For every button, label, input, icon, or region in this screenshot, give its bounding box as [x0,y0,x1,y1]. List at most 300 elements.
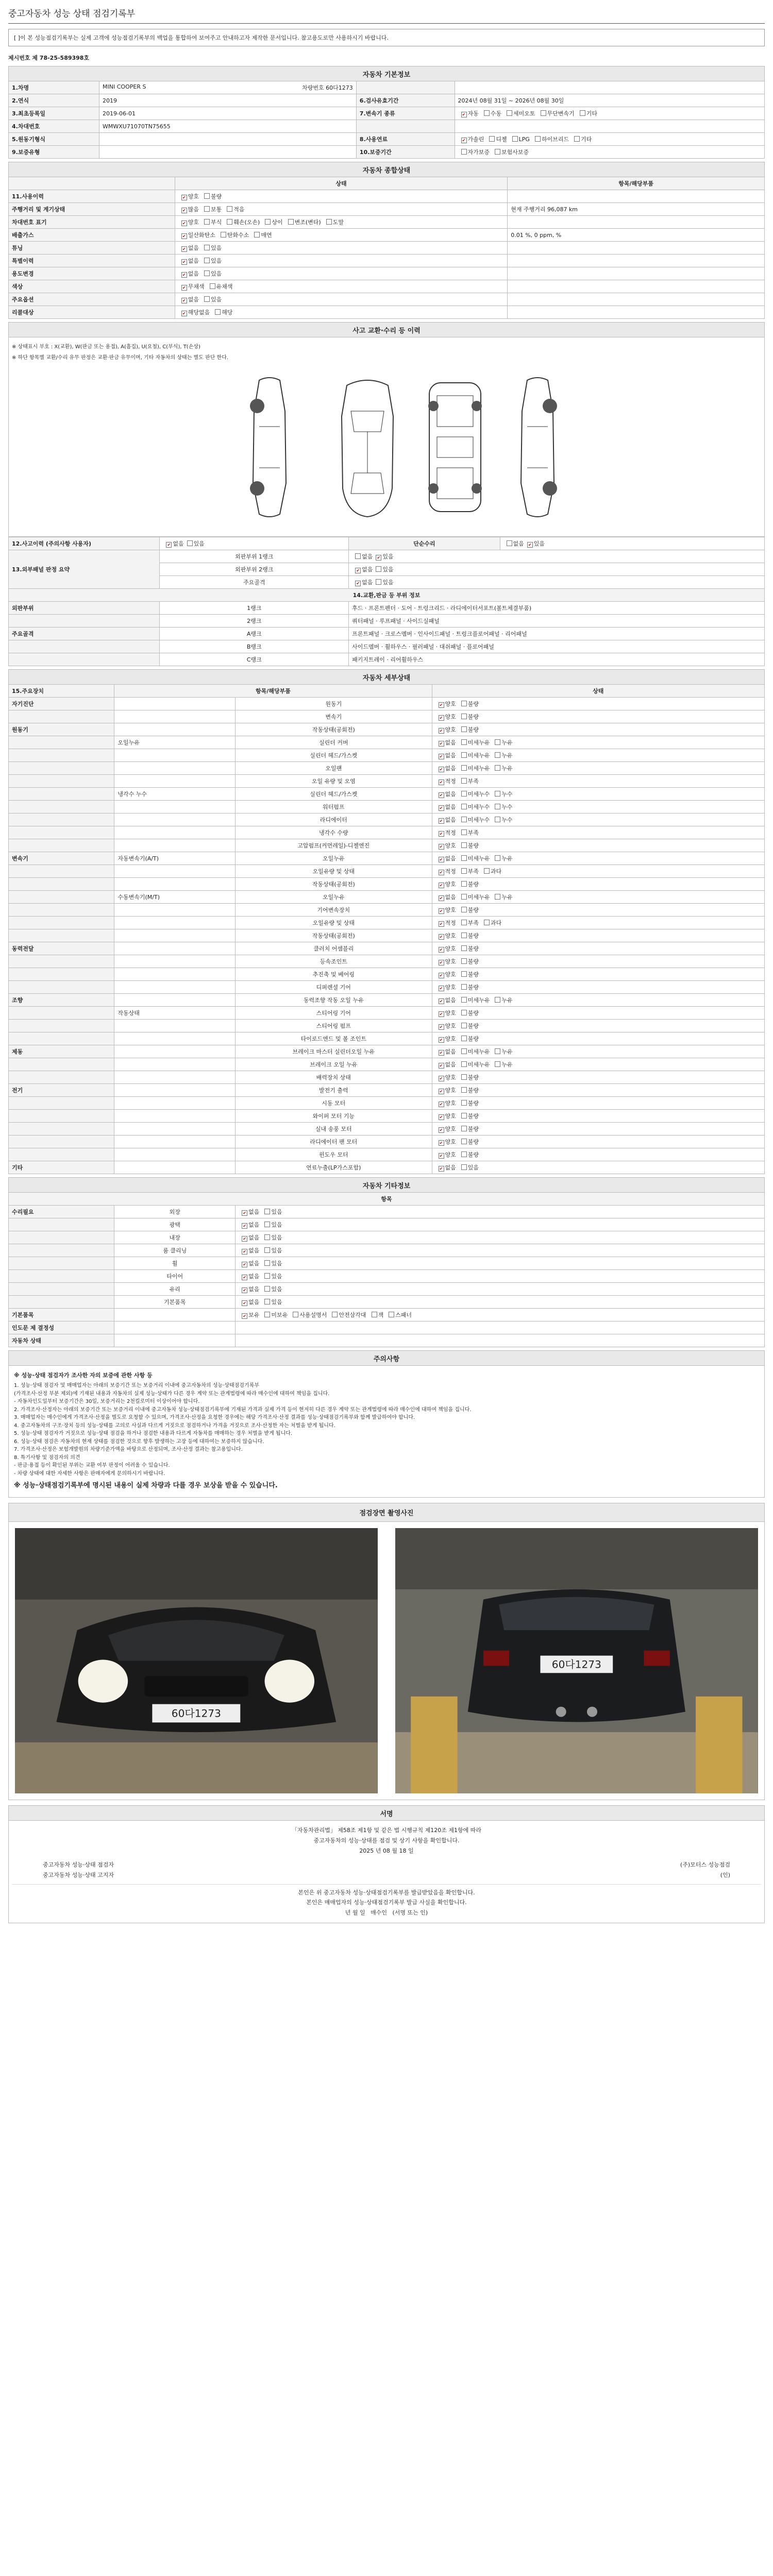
detail-option-label: 양호 [445,1100,456,1107]
transmission-checkbox[interactable] [541,110,546,116]
plate-label: 차량번호 60다1273 [302,84,353,91]
detail-option-label: 누유 [501,765,513,772]
overall-label: 용도변경 [9,267,175,280]
detail-option-label: 미세누유 [467,1061,490,1068]
overall-option-label: 도말 [332,219,344,226]
notice-line: (가격조사·산정 부분 제외)에 기재된 내용과 자동차의 실제 성능·상태가 다른 경우 계약 또는 관계법령에 따라 매수인에 대하여 책임을 집니다. [14,1391,330,1397]
detail-checkbox[interactable] [439,960,444,965]
detail-checkbox[interactable] [461,971,467,977]
detail-checkbox[interactable] [461,1113,467,1118]
panel-row [9,602,765,615]
detail-checkbox[interactable] [461,881,467,887]
detail-checkbox[interactable] [439,895,444,901]
accident-none-checkbox[interactable] [166,542,172,548]
extra-item: 룸 클리닝 [114,1244,236,1257]
detail-checkbox[interactable] [439,754,444,759]
detail-option-label: 불량 [467,701,479,707]
frame-yes-checkbox[interactable] [376,579,381,585]
detail-group [9,904,114,917]
detail-checkbox[interactable] [461,1036,467,1041]
detail-subgroup [114,1136,236,1148]
fuel-checkbox[interactable] [512,136,518,142]
detail-checkbox[interactable] [461,804,467,809]
overall-option-label: 있음 [210,245,222,251]
front-plate-text: 60다1273 [171,1707,221,1720]
extra-col: 항목 [9,1193,765,1206]
detail-checkbox[interactable] [439,1037,444,1043]
detail-option-label: 양호 [445,1010,456,1016]
detail-checkbox[interactable] [439,805,444,811]
detail-subgroup [114,981,236,994]
detail-checkbox[interactable] [439,715,444,721]
panel-category [9,653,160,666]
overall-option-label: 양호 [188,193,199,200]
detail-checkbox[interactable] [439,779,444,785]
transmission-checkbox[interactable] [484,110,490,116]
extra-state [236,1334,765,1347]
detail-checkbox[interactable] [495,894,500,900]
detail-checkbox[interactable] [461,1151,467,1157]
signature-date: 2025 년 08 월 18 일 [359,1847,414,1854]
detail-checkbox[interactable] [495,804,500,809]
extra-checkbox[interactable] [242,1249,247,1255]
detail-option-label: 부족 [467,920,479,926]
fuel-checkbox[interactable] [574,136,580,142]
detail-checkbox[interactable] [461,933,467,938]
detail-checkbox[interactable] [484,868,490,874]
extra-checkbox[interactable] [264,1312,270,1317]
extra-checkbox[interactable] [242,1275,247,1280]
detail-option-label: 불량 [467,1113,479,1120]
overall-checkbox[interactable] [181,259,187,265]
detail-row [9,994,765,1007]
detail-checkbox[interactable] [461,791,467,796]
detail-item: 와이퍼 모터 기능 [236,1110,432,1123]
overall-checkbox[interactable] [215,309,221,315]
overall-checkbox[interactable] [204,245,210,250]
detail-checkbox[interactable] [439,1063,444,1069]
detail-checkbox[interactable] [461,752,467,758]
extra-checkbox[interactable] [293,1312,298,1317]
overall-checkbox[interactable] [288,219,294,225]
detail-checkbox[interactable] [461,739,467,745]
detail-checkbox[interactable] [439,947,444,953]
detail-checkbox[interactable] [461,817,467,822]
detail-checkbox[interactable] [484,920,490,925]
extra-checkbox[interactable] [242,1223,247,1229]
overall-option-label: 매연 [261,232,272,239]
front-photo [15,1528,378,1793]
basic-label [356,81,455,94]
overall-checkbox[interactable] [181,208,187,213]
extra-checkbox[interactable] [242,1262,247,1267]
detail-subgroup [114,1020,236,1032]
detail-checkbox[interactable] [439,1050,444,1056]
detail-group [9,1007,114,1020]
notice-line: 1. 성능·상태 점검자 및 매매업자는 아래의 보증기간 또는 보증거리 이내에 중고자동차의 성능·상태점검기록부 [14,1383,259,1389]
detail-state [432,1007,765,1020]
detail-checkbox[interactable] [439,1166,444,1172]
detail-checkbox[interactable] [439,1024,444,1030]
detail-subgroup [114,917,236,929]
detail-checkbox[interactable] [461,842,467,848]
overall-checkbox[interactable] [254,232,260,238]
detail-item: 작동상태(공회전) [236,929,432,942]
detail-option-label: 양호 [445,1036,456,1042]
detail-checkbox[interactable] [461,701,467,706]
detail-checkbox[interactable] [461,907,467,912]
overall-option-label: 없음 [188,245,199,251]
detail-checkbox[interactable] [495,739,500,745]
overall-checkbox[interactable] [204,258,210,263]
overall-option-label: 훼손(오손) [233,219,260,226]
overall-checkbox[interactable] [204,206,210,212]
detail-item: 원동기 [236,698,432,710]
detail-item: 배력장치 상태 [236,1071,432,1084]
detail-checkbox[interactable] [461,714,467,719]
extra-state [236,1257,765,1270]
detail-checkbox[interactable] [439,857,444,862]
extra-row [9,1231,765,1244]
detail-checkbox[interactable] [439,767,444,772]
detail-checkbox[interactable] [439,870,444,875]
overall-checkbox[interactable] [326,219,332,225]
detail-item: 실린더 커버 [236,736,432,749]
detail-subgroup [114,1110,236,1123]
overall-option-label: 있음 [210,258,222,264]
detail-item: 발전기 출력 [236,1084,432,1097]
detail-checkbox[interactable] [461,945,467,951]
detail-row [9,801,765,814]
detail-row [9,826,765,839]
extra-checkbox[interactable] [242,1313,247,1319]
detail-checkbox[interactable] [495,765,500,771]
overall-option-label: 변조(변타) [294,219,321,226]
fuel-option-label: 디젤 [496,136,507,143]
basic-value [455,120,765,133]
transmission-option-label: 자동 [467,110,479,117]
transmission-checkbox[interactable] [461,112,467,117]
detail-state [432,775,765,788]
extra-option-label: 있음 [271,1273,282,1280]
section-basic-header: 자동차 기본정보 [9,66,765,81]
detail-checkbox[interactable] [461,778,467,784]
detail-checkbox[interactable] [439,883,444,888]
overall-note [508,216,765,229]
detail-checkbox[interactable] [461,1061,467,1067]
detail-checkbox[interactable] [461,920,467,925]
rank2-none-checkbox[interactable] [355,568,361,573]
extra-checkbox[interactable] [264,1273,270,1279]
detail-checkbox[interactable] [461,1048,467,1054]
detail-checkbox[interactable] [461,1100,467,1106]
detail-subgroup [114,865,236,878]
detail-option-label: 미세누유 [467,997,490,1004]
overall-label: 주요옵션 [9,293,175,306]
detail-option-label: 양호 [445,1023,456,1029]
detail-checkbox[interactable] [439,986,444,991]
overall-checkbox[interactable] [181,246,187,252]
overall-checkbox[interactable] [181,272,187,278]
receive-line-1: 본인은 위 중고자동차 성능·상태점검기록부를 발급받았음을 확인합니다. [298,1889,475,1896]
detail-option-label: 누유 [501,894,513,901]
overall-checkbox[interactable] [181,311,187,316]
rank2-label: 외판부위 2랭크 [160,563,349,576]
detail-state [432,1136,765,1148]
detail-checkbox[interactable] [439,831,444,837]
rank1-none-checkbox[interactable] [355,553,361,559]
detail-table [8,669,765,1174]
overall-checkbox[interactable] [221,232,226,238]
overall-note: 0.01 %, 0 ppm, % [508,229,765,242]
overall-checkbox[interactable] [204,270,210,276]
detail-checkbox[interactable] [461,984,467,990]
overall-checkbox[interactable] [181,298,187,303]
detail-checkbox[interactable] [439,1011,444,1017]
extra-checkbox[interactable] [264,1299,270,1304]
overall-checkbox[interactable] [227,206,232,212]
detail-checkbox[interactable] [495,817,500,822]
detail-option-label: 양호 [445,1087,456,1094]
detail-subgroup [114,698,236,710]
detail-option-label: 부족 [467,868,479,875]
simple-none-checkbox[interactable] [507,540,512,546]
fuel-option-label: LPG [518,136,530,143]
detail-checkbox[interactable] [439,1114,444,1120]
extra-option-label: 보유 [248,1312,260,1318]
extra-checkbox[interactable] [264,1209,270,1214]
overall-state [175,229,507,242]
detail-subgroup [114,1071,236,1084]
overall-checkbox[interactable] [204,219,210,225]
detail-state [432,917,765,929]
detail-subgroup [114,942,236,955]
detail-row [9,762,765,775]
detail-checkbox[interactable] [461,1164,467,1170]
detail-subgroup [114,994,236,1007]
transmission-checkbox[interactable] [507,110,512,116]
transmission-option-label: 기타 [586,110,597,117]
detail-row [9,710,765,723]
detail-checkbox[interactable] [461,868,467,874]
extra-checkbox[interactable] [242,1300,247,1306]
extra-checkbox[interactable] [332,1312,338,1317]
detail-checkbox[interactable] [461,1023,467,1028]
detail-checkbox[interactable] [439,741,444,747]
detail-option-label: 불량 [467,945,479,952]
detail-checkbox[interactable] [439,792,444,798]
detail-group [9,865,114,878]
fuel-checkbox[interactable] [461,138,467,143]
notice-line: - 판금·용접 등이 확인된 부위는 교환 여부 판정이 어려울 수 있습니다. [14,1463,170,1469]
detail-subgroup [114,1058,236,1071]
detail-checkbox[interactable] [439,818,444,824]
detail-checkbox[interactable] [461,1139,467,1144]
overall-label: 11.사용이력 [9,190,175,203]
detail-checkbox[interactable] [439,998,444,1004]
detail-option-label: 양호 [445,984,456,991]
detail-option-label: 불량 [467,881,479,888]
extra-checkbox[interactable] [264,1234,270,1240]
detail-row [9,1071,765,1084]
detail-row [9,917,765,929]
accident-yes-checkbox[interactable] [187,540,193,546]
detail-checkbox[interactable] [439,702,444,708]
detail-checkbox[interactable] [439,934,444,940]
notice-line: 3. 매매업자는 매수인에게 가격조사·산정을 별도로 요청할 수 있으며, 가격조사·산정을 요청한 경우에는 해당 가격조사·산정 결과를 성능·상태점검기록부와 함께 발급하여야 합니다. [14,1415,415,1421]
detail-checkbox[interactable] [439,973,444,978]
detail-checkbox[interactable] [439,921,444,927]
detail-option-label: 없음 [445,855,456,862]
frame-none-checkbox[interactable] [355,581,361,586]
notice-line: 6. 성능·상태 점검은 자동차의 현재 상태를 점검한 것으로 향후 발생하는 고장 등에 대하여는 보증하지 않습니다. [14,1438,264,1445]
inspector-value: (주)모터스 성능점검 [680,1861,730,1868]
detail-option-label: 미세누유 [467,739,490,746]
detail-checkbox[interactable] [461,1010,467,1015]
detail-group [9,917,114,929]
detail-subgroup: 수동변속기(M/T) [114,891,236,904]
detail-checkbox[interactable] [439,1076,444,1081]
detail-checkbox[interactable] [495,1048,500,1054]
detail-group: 원동기 [9,723,114,736]
rank1-yes-checkbox[interactable] [376,555,381,561]
detail-option-label: 없음 [445,765,456,772]
overall-option-label: 해당없음 [188,309,210,316]
detail-checkbox[interactable] [495,1061,500,1067]
extra-table [8,1177,765,1347]
detail-option-label: 누유 [501,1048,513,1055]
extra-option-label: 있음 [271,1260,282,1267]
warranty-option-label: 보험사보증 [501,149,529,156]
rank1-label: 외판부위 1랭크 [160,550,349,563]
buyer-sign[interactable]: (서명 또는 인) [392,1909,428,1917]
panel-rank: C랭크 [160,653,349,666]
detail-checkbox[interactable] [461,958,467,964]
detail-checkbox[interactable] [461,1074,467,1080]
extra-option-label: 있음 [271,1286,282,1293]
extra-checkbox[interactable] [389,1312,394,1317]
detail-checkbox[interactable] [439,728,444,734]
detail-state [432,1097,765,1110]
basic-label: 9.보증유형 [9,146,99,159]
extra-group [9,1296,114,1309]
extra-checkbox[interactable] [242,1236,247,1242]
overall-checkbox[interactable] [204,296,210,302]
detail-checkbox[interactable] [461,855,467,861]
extra-checkbox[interactable] [372,1312,377,1317]
overall-checkbox[interactable] [181,195,187,200]
overall-state [175,306,507,319]
detail-checkbox[interactable] [495,855,500,861]
detail-checkbox[interactable] [439,1127,444,1133]
overall-checkbox[interactable] [227,219,232,225]
detail-item: 라디에이터 팬 모터 [236,1136,432,1148]
detail-checkbox[interactable] [461,894,467,900]
fuel-checkbox[interactable] [535,136,541,142]
extra-row [9,1270,765,1283]
overall-row [9,293,765,306]
extra-option-label: 있음 [271,1299,282,1306]
simple-yes-checkbox[interactable] [527,542,533,548]
warranty-checkbox[interactable] [461,149,467,155]
detail-group [9,839,114,852]
extra-checkbox[interactable] [264,1222,270,1227]
fuel-checkbox[interactable] [489,136,495,142]
detail-checkbox[interactable] [439,1101,444,1107]
extra-checkbox[interactable] [264,1260,270,1266]
extra-checkbox[interactable] [242,1210,247,1216]
detail-option-label: 없음 [445,739,456,746]
simple-repair-label: 단순수리 [349,537,500,550]
detail-checkbox[interactable] [439,1153,444,1159]
detail-item: 브레이크 오일 누유 [236,1058,432,1071]
extra-group: 자동차 상태 [9,1334,114,1347]
detail-checkbox[interactable] [439,1140,444,1146]
overall-checkbox[interactable] [204,193,210,199]
panel-row [9,628,765,640]
detail-subgroup [114,1161,236,1174]
warranty-checkbox[interactable] [495,149,500,155]
overall-option-label: 부식 [210,219,222,226]
detail-checkbox[interactable] [495,791,500,796]
basic-label: 7.변속기 종류 [356,107,455,120]
detail-checkbox[interactable] [439,908,444,914]
detail-checkbox[interactable] [461,1087,467,1093]
rank2-yes-checkbox[interactable] [376,566,381,572]
overall-checkbox[interactable] [181,233,187,239]
detail-option-label: 양호 [445,945,456,952]
overall-checkbox[interactable] [181,285,187,291]
extra-checkbox[interactable] [242,1287,247,1293]
detail-checkbox[interactable] [461,1126,467,1131]
overall-checkbox[interactable] [181,221,187,226]
detail-checkbox[interactable] [495,997,500,1003]
detail-checkbox[interactable] [461,726,467,732]
detail-option-label: 있음 [467,1164,479,1171]
detail-checkbox[interactable] [461,829,467,835]
extra-group: 인도문 제 결정성 [9,1321,114,1334]
detail-option-label: 양호 [445,971,456,978]
extra-checkbox[interactable] [264,1247,270,1253]
detail-checkbox[interactable] [461,765,467,771]
section-overall-header: 자동차 종합상태 [9,162,765,177]
notice-line: 8. 특기사항 및 점검자의 의견 [14,1454,80,1461]
detail-checkbox[interactable] [495,752,500,758]
detail-row [9,1058,765,1071]
detail-row [9,1097,765,1110]
detail-option-label: 불량 [467,1023,479,1029]
detail-checkbox[interactable] [461,997,467,1003]
detail-group [9,981,114,994]
overall-label: 리콜대상 [9,306,175,319]
basic-value [99,133,357,146]
overall-option-label: 없음 [188,270,199,277]
detail-item: 실린더 헤드/가스켓 [236,788,432,801]
extra-checkbox[interactable] [264,1286,270,1292]
overall-row [9,242,765,255]
detail-checkbox[interactable] [439,844,444,850]
transmission-checkbox[interactable] [580,110,585,116]
detail-checkbox[interactable] [439,1089,444,1094]
overall-option-label: 없음 [188,296,199,303]
basic-row [9,107,765,120]
overall-checkbox[interactable] [265,219,271,225]
basic-label [356,120,455,133]
car-left-side-diagram [239,375,300,519]
detail-option-label: 불량 [467,1087,479,1094]
overall-checkbox[interactable] [210,283,215,289]
detail-option-label: 없음 [445,1061,456,1068]
